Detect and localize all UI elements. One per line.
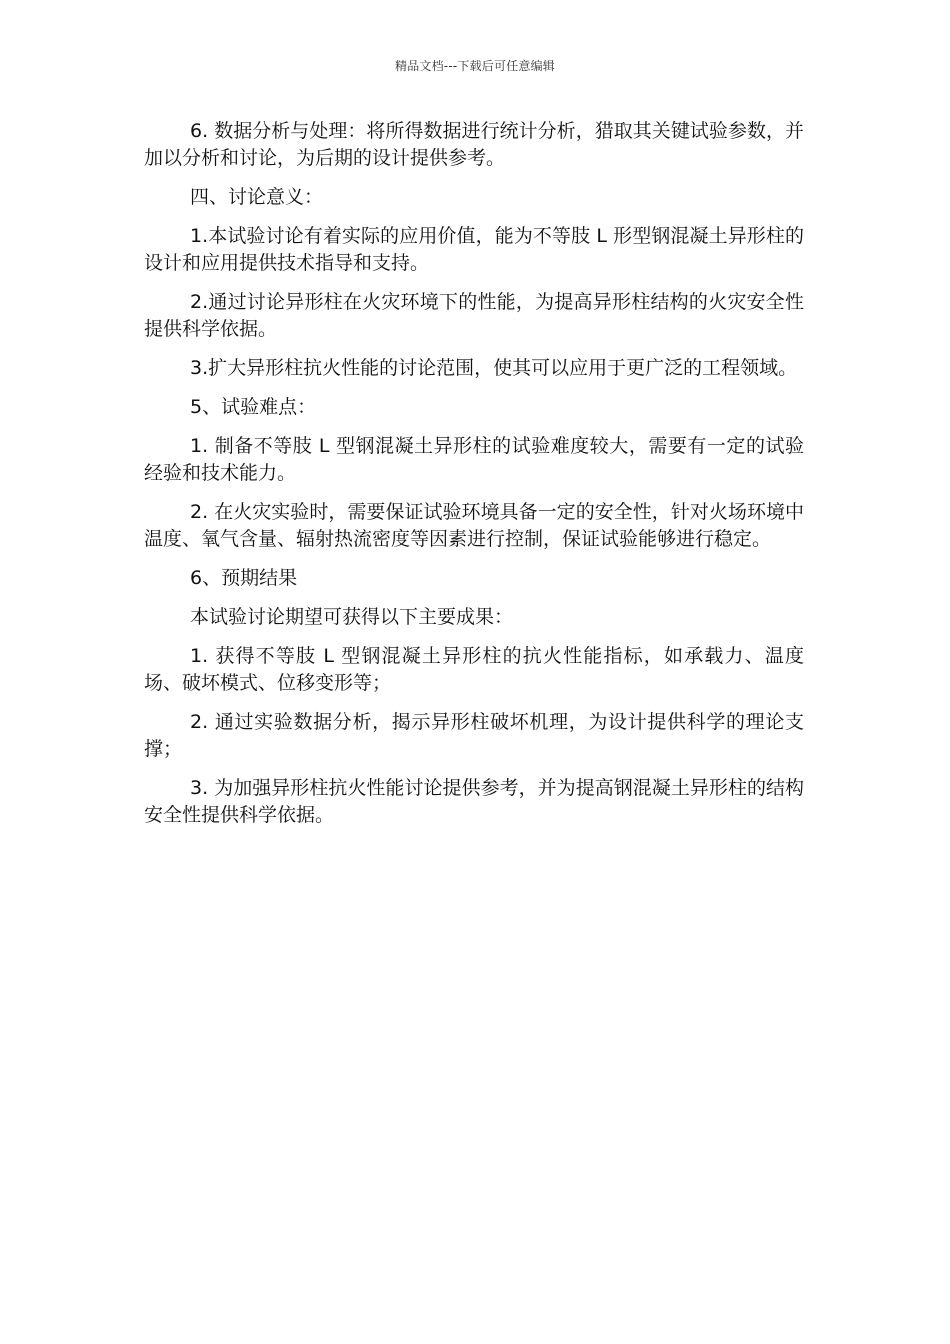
paragraph-significance-1: 1.本试验讨论有着实际的应用价值，能为不等肢 L 形型钢混凝土异形柱的设计和应用提供技术指导和支持。 bbox=[144, 225, 804, 274]
section-heading-expected-results: 6、预期结果 bbox=[190, 567, 298, 589]
paragraph-result-1: 1. 获得不等肢 L 型钢混凝土异形柱的抗火性能指标，如承载力、温度场、破坏模式、位移变形等； bbox=[144, 645, 804, 694]
section-heading-significance: 四、讨论意义： bbox=[190, 186, 324, 208]
section-heading-difficulties: 5、试验难点： bbox=[190, 396, 317, 418]
paragraph-data-analysis: 6. 数据分析与处理：将所得数据进行统计分析，猎取其关键试验参数，并加以分析和讨论，为后期的设计提供参考。 bbox=[144, 120, 804, 169]
paragraph-significance-3: 3.扩大异形柱抗火性能的讨论范围，使其可以应用于更广泛的工程领域。 bbox=[190, 357, 798, 379]
paragraph-results-intro: 本试验讨论期望可获得以下主要成果： bbox=[190, 606, 514, 628]
paragraph-difficulty-1: 1. 制备不等肢 L 型钢混凝土异形柱的试验难度较大，需要有一定的试验经验和技术能力。 bbox=[144, 435, 804, 484]
paragraph-result-3: 3. 为加强异形柱抗火性能讨论提供参考，并为提高钢混凝土异形柱的结构安全性提供科学依据。 bbox=[144, 777, 804, 826]
document-body bbox=[144, 118, 804, 841]
page-header: 精品文档---下载后可任意编辑 bbox=[395, 59, 555, 73]
paragraph-result-2: 2. 通过实验数据分析，揭示异形柱破坏机理，为设计提供科学的理论支撑； bbox=[144, 711, 804, 760]
paragraph-difficulty-2: 2. 在火灾实验时，需要保证试验环境具备一定的安全性，针对火场环境中温度、氧气含量、辐射热流密度等因素进行控制，保证试验能够进行稳定。 bbox=[144, 501, 804, 550]
paragraph-significance-2: 2.通过讨论异形柱在火灾环境下的性能，为提高异形柱结构的火灾安全性提供科学依据。 bbox=[144, 291, 804, 340]
